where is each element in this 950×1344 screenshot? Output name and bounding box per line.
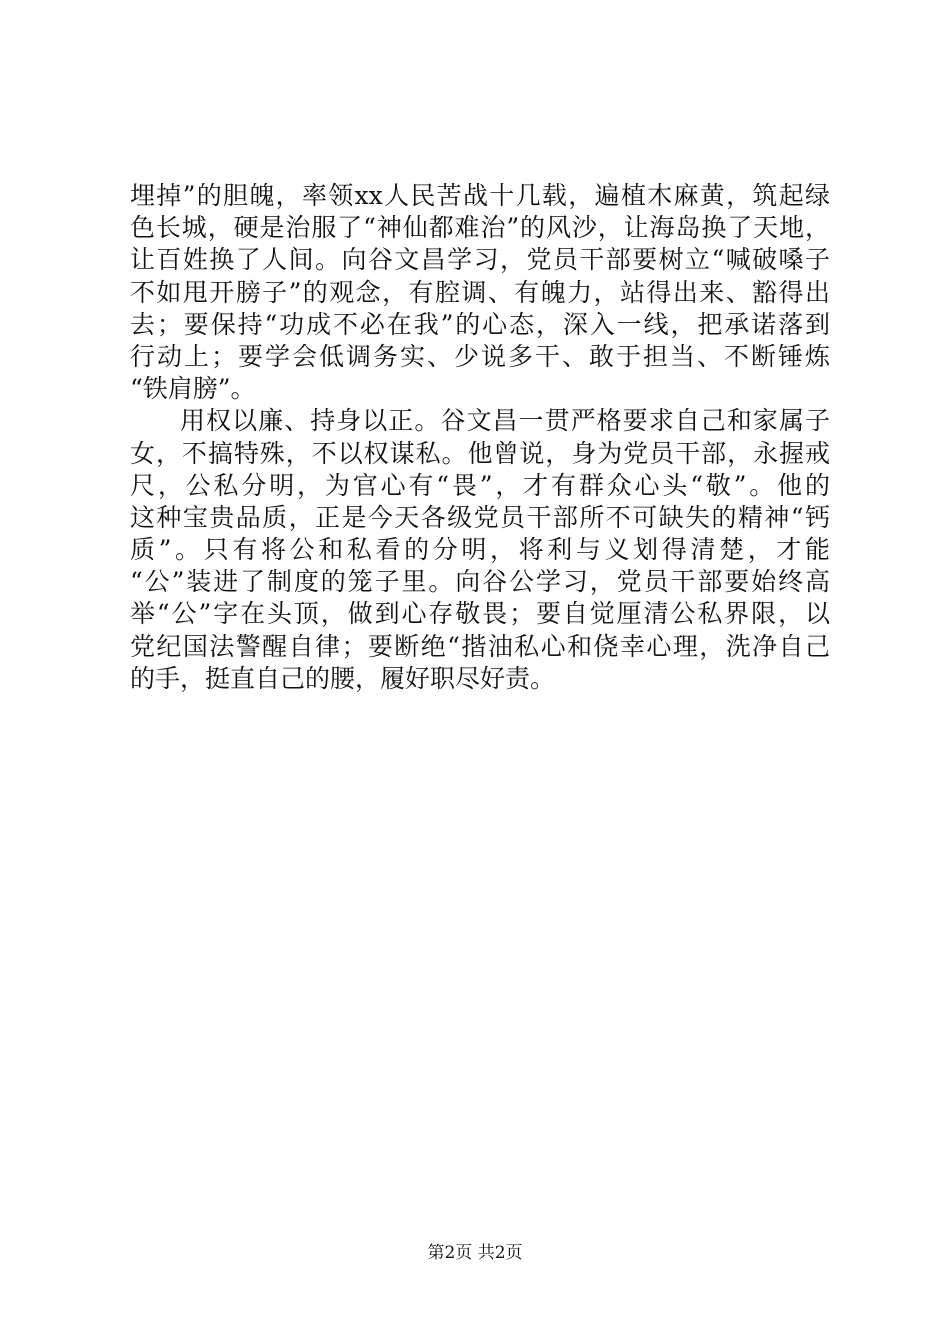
page-number-footer: 第2页 共2页 [427, 1243, 523, 1263]
text-line: 尺，公私分明，为官心有“畏”，才有群众心头“敬”。他的 [130, 470, 830, 500]
text-line: “公”装进了制度的笼子里。向谷公学习，党员干部要始终高 [130, 567, 830, 597]
text-line: “铁肩膀”。 [130, 374, 256, 404]
text-line: 这种宝贵品质，正是今天各级党员干部所不可缺失的精神“钙 [130, 502, 830, 532]
text-line: 质”。只有将公和私看的分明，将利与义划得清楚，才能 [130, 535, 830, 565]
text-line: 的手，挺直自己的腰，履好职尽好责。 [130, 663, 556, 693]
text-line: 让百姓换了人间。向谷文昌学习，党员干部要树立“喊破嗓子 [130, 245, 830, 275]
text-line: 色长城，硬是治服了“神仙都难治”的风沙，让海岛换了天地， [130, 213, 830, 243]
text-line: 女，不搞特殊，不以权谋私。他曾说，身为党员干部，永握戒 [130, 438, 830, 468]
text-line: 党纪国法警醒自律；要断绝“揩油私心和侥幸心理，洗净自己 [130, 631, 830, 661]
text-line: 举“公”字在头顶，做到心存敬畏；要自觉厘清公私界限，以 [130, 599, 830, 629]
text-line: 埋掉”的胆魄，率领xx人民苦战十几载，遍植木麻黄，筑起绿 [130, 181, 830, 210]
text-line: 行动上；要学会低调务实、少说多干、敢于担当、不断锤炼 [130, 341, 830, 371]
text-line: 去；要保持“功成不必在我”的心态，深入一线，把承诺落到 [130, 309, 830, 339]
paragraph-first-line: 用权以廉、持身以正。谷文昌一贯严格要求自己和家属子 [180, 406, 830, 436]
text-line: 不如甩开膀子”的观念，有腔调、有魄力，站得出来、豁得出 [130, 277, 830, 307]
body-text [130, 180, 830, 695]
